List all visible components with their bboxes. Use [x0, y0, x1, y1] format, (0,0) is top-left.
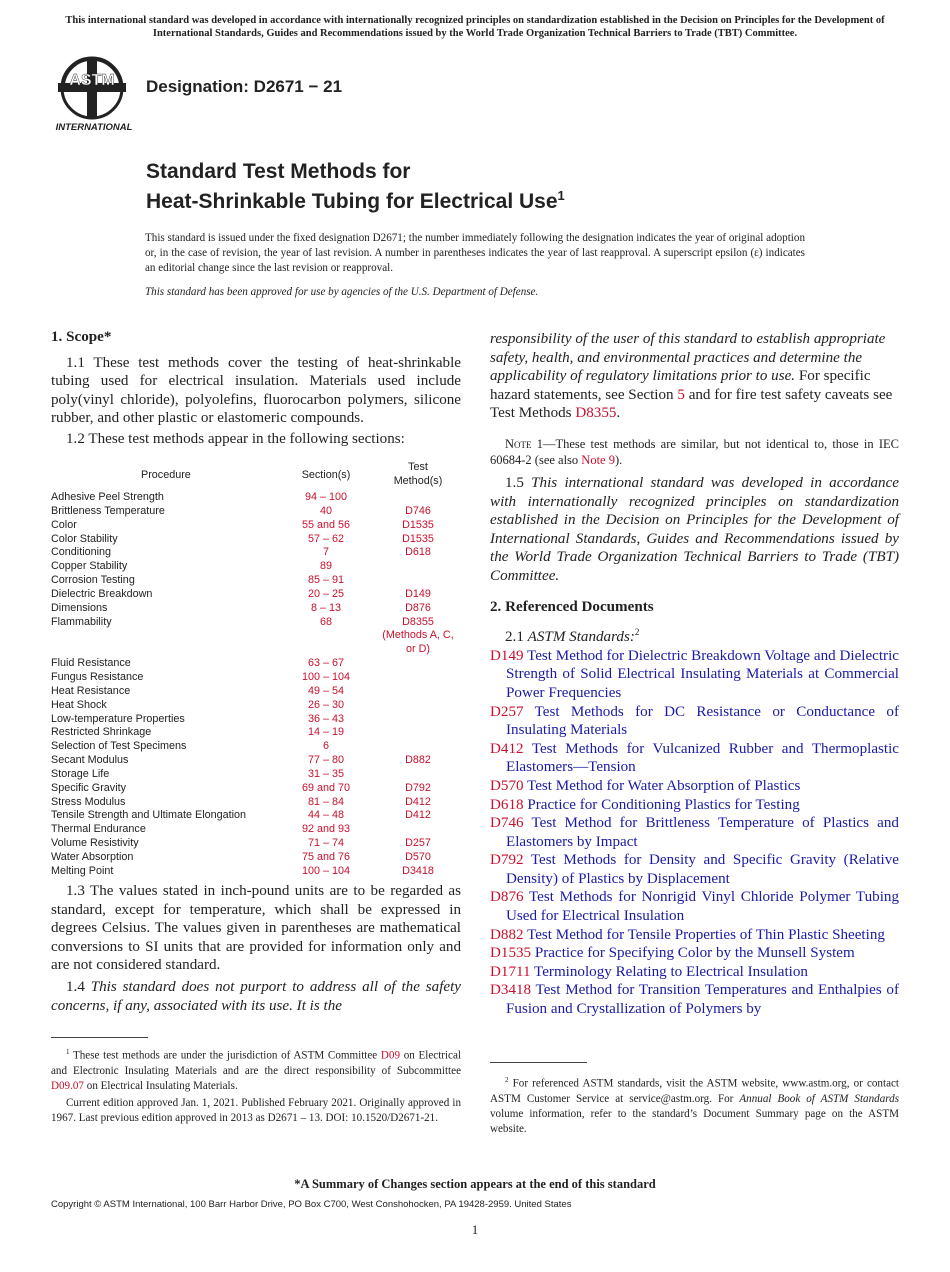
table-row	[51, 699, 461, 713]
reference-item	[490, 963, 899, 982]
left-column-lower	[51, 882, 461, 1015]
reference-title-link[interactable]: Test Methods for Density and Specific Gravity (Relative Density) of Plastics by Displacement	[506, 852, 899, 887]
cell-methods[interactable]: D149	[405, 587, 431, 600]
reference-title-link[interactable]: Test Methods for Nonrigid Vinyl Chloride Polymer Tubing Used for Electrical Insulation	[506, 889, 899, 925]
cell-methods[interactable]: D3418	[402, 864, 434, 877]
table-row	[51, 782, 461, 796]
cell-procedure: Tensile Strength and Ultimate Elongation	[51, 809, 247, 822]
cell-sections[interactable]: 89	[319, 560, 332, 573]
para-1-2: 1.2 These test methods appear in the following sections:	[66, 430, 405, 447]
reference-item	[490, 703, 899, 740]
table-row	[51, 837, 461, 851]
cell-methods[interactable]: D1535	[402, 518, 434, 531]
cell-sections[interactable]: 71 – 74	[307, 837, 345, 850]
cell-sections[interactable]: 92 and 93	[301, 823, 351, 836]
reference-title-link[interactable]: Practice for Conditioning Plastics for Testing	[527, 796, 800, 813]
cell-procedure: Secant Modulus	[51, 754, 129, 767]
cell-procedure: Melting Point	[51, 864, 114, 877]
cell-procedure: Heat Shock	[51, 698, 107, 711]
para-1-4: 1.4 This standard does not purport to address all of the safety concerns, if any, associated with its use. It is the	[51, 978, 461, 1014]
cell-sections[interactable]: 36 – 43	[307, 712, 345, 725]
table-row	[51, 740, 461, 754]
flammability-methods-note-2: or D)	[406, 643, 430, 656]
cell-procedure: Restricted Shrinkage	[51, 726, 152, 739]
reference-item	[490, 740, 899, 777]
cell-procedure: Flammability	[51, 615, 112, 628]
link-note-9[interactable]: Note 9	[581, 452, 615, 467]
cell-sections[interactable]: 57 – 62	[307, 532, 345, 545]
reference-code-link[interactable]: D618	[490, 796, 524, 813]
cell-sections[interactable]: 85 – 91	[307, 574, 345, 587]
reference-code-link[interactable]: D876	[490, 889, 524, 906]
reference-code-link[interactable]: D1535	[490, 945, 532, 962]
reference-code-link[interactable]: D792	[490, 852, 524, 869]
cell-sections[interactable]: 8 – 13	[310, 601, 342, 614]
para-1-5: 1.5 This international standard was developed in accordance with internationally recognized principles on standardization established in the Decision on Principles for the Development of International Standards, Guides and Recommendations issued by the World Trade Organization Technical Barriers to Trade (TBT) Committee.	[490, 474, 899, 584]
title-line-1: Standard Test Methods for	[146, 160, 411, 183]
reference-item	[490, 944, 899, 963]
reference-code-link[interactable]: D3418	[490, 982, 532, 999]
reference-title-link[interactable]: Test Method for Transition Temperatures and Enthalpies of Fusion and Crystallization of Polymers by	[506, 982, 899, 1018]
table-row	[51, 588, 461, 602]
astm-logo-icon	[52, 55, 136, 133]
para-1-4-continued: responsibility of the user of this standard to establish appropriate safety, health, and environmental practices and determine the applicability of regulatory limitations prior to use.	[490, 331, 886, 385]
hazard-statement: For specific hazard statements, see Section 5 and for fire test safety caveats see Test Methods D8355.	[490, 368, 893, 422]
reference-title-link[interactable]: Test Method for Water Absorption of Plastics	[527, 777, 801, 794]
note-1: Note 1—These test methods are similar, but not identical to, those in IEC 60684-2 (see also Note 9).	[490, 436, 899, 467]
cell-methods[interactable]: D876	[405, 601, 431, 614]
reference-title-link[interactable]: Test Method for Brittleness Temperature of Plastics and Elastomers by Impact	[506, 815, 899, 850]
cell-procedure: Dielectric Breakdown	[51, 587, 153, 600]
cell-sections[interactable]: 94 – 100	[304, 491, 348, 503]
cell-sections[interactable]: 100 – 104	[301, 670, 351, 683]
cell-sections[interactable]: 14 – 19	[307, 726, 345, 739]
reference-item	[490, 888, 899, 925]
cell-sections[interactable]: 69 and 70	[301, 781, 351, 794]
cell-methods[interactable]: D412	[405, 795, 431, 808]
cell-sections[interactable]: 44 – 48	[307, 809, 345, 822]
sections-table	[51, 461, 461, 879]
cell-methods[interactable]: D412	[405, 809, 431, 822]
cell-procedure: Heat Resistance	[51, 684, 131, 697]
top-notice: This international standard was developed in accordance with internationally recognized principles on standardization established in the Decision on Principles for the Development of International Standards, Guides and Recommendations issued by the World Trade Organization Technical Barriers to Trade (TBT) Committee.	[65, 15, 885, 39]
page-title	[146, 160, 565, 214]
cell-procedure: Stress Modulus	[51, 795, 126, 808]
right-column	[490, 330, 899, 1019]
table-row	[51, 519, 461, 533]
table-row	[51, 560, 461, 574]
cell-sections[interactable]: 55 and 56	[301, 518, 351, 531]
reference-item	[490, 851, 899, 888]
table-row	[51, 671, 461, 685]
table-row	[51, 726, 461, 740]
reference-item	[490, 981, 899, 1018]
cell-sections[interactable]: 63 – 67	[307, 657, 345, 670]
para-1-3: 1.3 The values stated in inch-pound units are to be regarded as standard, except for temperature, which shall be expressed in degrees Celsius. The values given in parentheses are mathematical conversions to SI units that are provided for information only and are not considered standard.	[51, 883, 461, 974]
cell-procedure: Corrosion Testing	[51, 574, 135, 587]
title-footnote-marker: 1	[557, 188, 565, 203]
cell-procedure: Storage Life	[51, 767, 110, 780]
footnote-rule-right	[490, 1062, 587, 1063]
table-row	[51, 491, 461, 505]
cell-procedure: Selection of Test Specimens	[51, 740, 187, 753]
table-row	[51, 685, 461, 699]
link-d09-07[interactable]: D09.07	[51, 1079, 84, 1092]
table-row	[51, 796, 461, 810]
table-row	[51, 657, 461, 671]
cell-procedure: Adhesive Peel Strength	[51, 491, 164, 503]
cell-procedure: Water Absorption	[51, 850, 134, 863]
reference-item	[490, 814, 899, 851]
left-column	[51, 328, 461, 449]
reference-code-link[interactable]: D257	[490, 703, 524, 720]
link-d09[interactable]: D09	[380, 1049, 401, 1062]
footnote-1: $^1$ These test methods are under the jurisdiction of ASTM Committee D09 on Electrical and Electronic Insulating Materials and are the direct responsibility of Subcommittee D09.07 on Electrical Insulating Materials. Current edition approved Jan. 1, 2021. Published February 2021. Originally approved in 1967. Last previous edition approved in 2013 as D2671 – 13. DOI: 10.1520/D2671-21.	[51, 1048, 461, 1124]
scope-heading: 1. Scope*	[51, 329, 112, 345]
reference-title-link[interactable]: Test Methods for DC Resistance or Conductance of Insulating Materials	[506, 703, 899, 739]
cell-methods[interactable]: D618	[405, 546, 431, 559]
reference-title-link[interactable]: Test Method for Dielectric Breakdown Voltage and Dielectric Strength of Solid Electrical Insulating Materials at Commercial Power Frequencies	[506, 647, 899, 701]
cell-procedure: Brittleness Temperature	[51, 504, 165, 517]
para-1-1: 1.1 These test methods cover the testing of heat-shrinkable tubing used for electrical insulation. Materials used include poly(vinyl chloride), polyolefins, fluorocarbon polymers, silicone rubber, and other plastic or elastomeric compounds.	[51, 354, 461, 427]
reference-item	[490, 647, 899, 703]
cell-procedure: Color Stability	[51, 532, 118, 545]
cell-sections[interactable]: 68	[319, 615, 332, 628]
table-row	[51, 823, 461, 837]
table-row	[51, 616, 461, 630]
astm-logo	[52, 55, 136, 133]
cell-sections[interactable]: 75 and 76	[301, 850, 351, 863]
cell-methods[interactable]: D8355	[402, 615, 434, 628]
reference-list	[490, 647, 899, 1019]
cell-methods[interactable]: D882	[405, 754, 431, 767]
dod-note: This standard has been approved for use by agencies of the U.S. Department of Defense.	[145, 286, 539, 298]
cell-procedure: Fungus Resistance	[51, 670, 144, 683]
table-row	[51, 851, 461, 865]
cell-sections[interactable]: 31 – 35	[307, 767, 345, 780]
table-row	[51, 602, 461, 616]
reference-title-link[interactable]: Test Method for Tensile Properties of Thin Plastic Sheeting	[527, 926, 885, 943]
cell-sections[interactable]: 49 – 54	[307, 684, 345, 697]
reference-item	[490, 926, 899, 945]
table-row	[51, 809, 461, 823]
logo-subtext: INTERNATIONAL	[55, 122, 133, 133]
reference-title-link[interactable]: Terminology Relating to Electrical Insulation	[534, 963, 808, 980]
reference-code-link[interactable]: D412	[490, 740, 524, 757]
reference-title-link[interactable]: Test Methods for Vulcanized Rubber and Thermoplastic Elastomers—Tension	[506, 740, 899, 776]
reference-item	[490, 796, 899, 815]
table-row	[51, 533, 461, 547]
cell-sections[interactable]: 6	[322, 740, 329, 753]
reference-code-link[interactable]: D1711	[490, 963, 531, 980]
cell-procedure: Specific Gravity	[51, 781, 126, 794]
cell-sections[interactable]: 77 – 80	[307, 754, 345, 767]
footnote-2: $^2$ For referenced ASTM standards, visit the ASTM website, www.astm.org, or contact ASTM Customer Service at service@astm.org. For Annual Book of ASTM Standards volume information, refer to the standard’s Document Summary page on the ASTM website.	[490, 1076, 900, 1135]
table-row	[51, 865, 461, 879]
preamble: This standard is issued under the fixed designation D2671; the number immediately following the designation indicates the year of original adoption or, in the case of revision, the year of last revision. A number in parentheses indicates the year of last reapproval. A superscript epsilon (ε) indicates an editorial change since the last revision or reapproval.	[145, 232, 805, 274]
cell-sections[interactable]: 81 – 84	[307, 795, 345, 808]
table-row	[51, 754, 461, 768]
header-procedure: Procedure	[141, 469, 191, 481]
reference-code-link[interactable]: D570	[490, 777, 524, 794]
header-methods: Test Method(s)	[393, 461, 443, 487]
reference-code-link[interactable]: D882	[490, 926, 524, 943]
cell-procedure: Volume Resistivity	[51, 837, 139, 850]
cell-methods[interactable]: D792	[405, 781, 431, 794]
footnote-edition: Current edition approved Jan. 1, 2021. Published February 2021. Originally approved in 1967. Last previous edition approved in 2013 as D2671 – 13. DOI: 10.1520/D2671-21.	[51, 1096, 461, 1124]
referenced-heading: 2. Referenced Documents	[490, 598, 654, 615]
cell-sections[interactable]: 26 – 30	[307, 698, 345, 711]
cell-procedure: Conditioning	[51, 546, 112, 559]
cell-procedure: Copper Stability	[51, 560, 128, 573]
reference-code-link[interactable]: D149	[490, 647, 524, 664]
reference-item	[490, 777, 899, 796]
cell-sections[interactable]: 100 – 104	[301, 864, 351, 877]
designation: Designation: D2671 − 21	[146, 77, 343, 96]
astm-standards-label: 2.1 ASTM Standards:$^2$	[505, 627, 640, 646]
cell-sections[interactable]: 20 – 25	[307, 587, 345, 600]
table-row	[51, 574, 461, 588]
link-section-5[interactable]: 5	[677, 386, 685, 403]
table-row	[51, 546, 461, 560]
flammability-methods-note: (Methods A, C,	[382, 629, 454, 642]
cell-methods[interactable]: D257	[405, 837, 431, 850]
cell-methods[interactable]: D1535	[402, 532, 434, 545]
table-header	[51, 461, 461, 491]
cell-procedure: Low-temperature Properties	[51, 712, 185, 725]
cell-methods[interactable]: D570	[405, 850, 431, 863]
cell-procedure: Thermal Endurance	[51, 823, 146, 836]
cell-procedure: Fluid Resistance	[51, 657, 131, 670]
table-row	[51, 713, 461, 727]
copyright: Copyright © ASTM International, 100 Barr Harbor Drive, PO Box C700, West Conshohocken, PA 19428-2959. United States	[51, 1199, 572, 1210]
cell-methods[interactable]: D746	[405, 504, 431, 517]
link-d8355[interactable]: D8355	[575, 405, 617, 422]
header-sections: Section(s)	[301, 469, 351, 481]
table-row	[51, 505, 461, 519]
table-body	[51, 491, 461, 879]
cell-sections[interactable]: 40	[319, 504, 332, 517]
title-line-2: Heat-Shrinkable Tubing for Electrical Use	[146, 190, 558, 213]
page-number: 1	[471, 1222, 479, 1237]
cell-procedure: Color	[51, 518, 77, 531]
cell-sections[interactable]: 7	[322, 546, 329, 559]
table-row	[51, 768, 461, 782]
logo-wordmark: ASTM	[69, 72, 115, 89]
cell-procedure: Dimensions	[51, 601, 108, 614]
reference-title-link[interactable]: Practice for Specifying Color by the Munsell System	[534, 945, 855, 962]
summary-note: *A Summary of Changes section appears at the end of this standard	[294, 1177, 656, 1191]
footnote-rule-left	[51, 1037, 148, 1038]
reference-code-link[interactable]: D746	[490, 815, 524, 832]
